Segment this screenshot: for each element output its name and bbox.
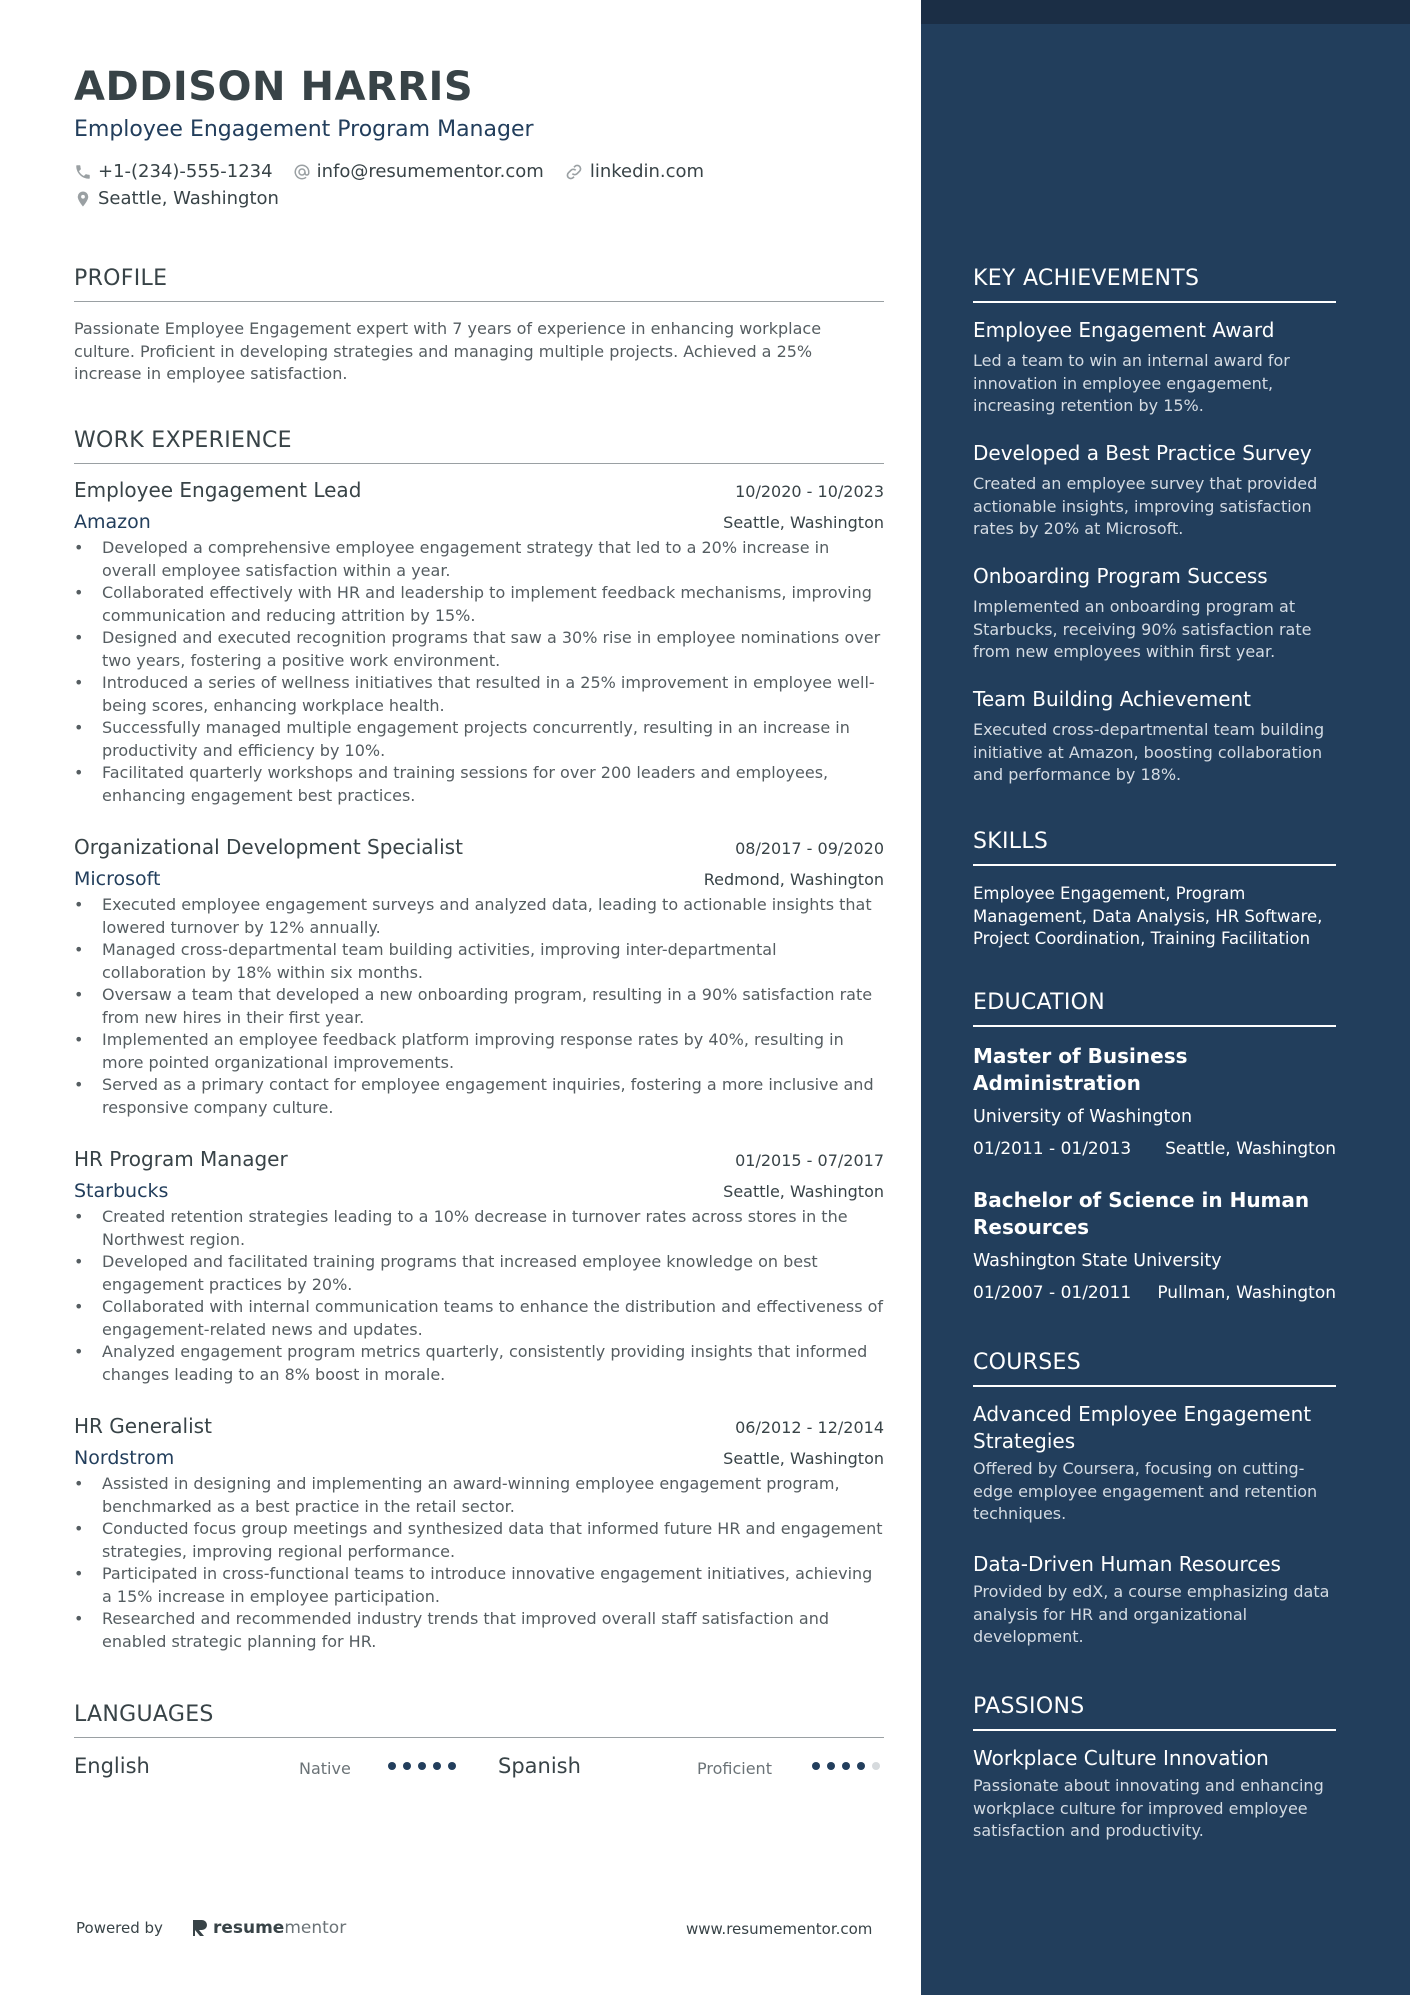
job-bullet: • Created retention strategies leading to a 10% decrease in turnover rates across stores in the Northwest region. — [102, 1206, 884, 1251]
job-title: Organizational Development Specialist — [74, 835, 463, 859]
candidate-role: Employee Engagement Program Manager — [74, 117, 534, 142]
job-entry — [74, 1414, 884, 1653]
job-bullet: • Introduced a series of wellness initiatives that resulted in a 25% improvement in employee well-being scores, enhancing workplace health. — [102, 672, 884, 717]
achievement-title: Onboarding Program Success — [973, 564, 1268, 588]
job-bullet: • Executed employee engagement surveys and analyzed data, leading to actionable insights that lowered turnover by 12% annually. — [102, 894, 884, 939]
job-bullet: • Researched and recommended industry trends that improved overall staff satisfaction and enabled strategic planning for HR. — [102, 1608, 884, 1653]
passion-item — [973, 1745, 1336, 1843]
achievement-title: Developed a Best Practice Survey — [973, 441, 1312, 465]
course-text: Provided by edX, a course emphasizing data analysis for HR and organizational development. — [973, 1582, 1330, 1646]
job-bullet: • Served as a primary contact for employee engagement inquiries, fostering a more inclusive and responsive company culture. — [102, 1074, 884, 1119]
job-title: HR Program Manager — [74, 1147, 288, 1171]
job-entry — [74, 478, 884, 807]
rating-dot-filled — [842, 1762, 850, 1770]
education-school: University of Washington — [973, 1107, 1193, 1127]
job-location: Seattle, Washington — [723, 1182, 884, 1201]
passions-heading: PASSIONS — [973, 1694, 1336, 1731]
brand-bold: resume — [212, 1918, 285, 1938]
achievement-text: Led a team to win an internal award for innovation in employee engagement, increasing retention by 15%. — [973, 351, 1290, 415]
rating-dot-filled — [403, 1762, 411, 1770]
phone-contact — [74, 161, 273, 182]
achievement-title: Employee Engagement Award — [973, 318, 1275, 342]
language-rating — [812, 1762, 887, 1770]
job-dates: 06/2012 - 12/2014 — [735, 1418, 884, 1437]
languages-row — [74, 1754, 884, 1784]
sidebar — [921, 0, 1410, 1995]
education-location: Seattle, Washington — [1165, 1139, 1336, 1159]
key-achievements-heading: KEY ACHIEVEMENTS — [973, 266, 1336, 303]
course-title: Advanced Employee Engagement Strategies — [973, 1402, 1312, 1453]
candidate-name: ADDISON HARRIS — [74, 64, 474, 110]
job-bullets — [74, 1206, 884, 1386]
resumementor-logo-icon — [191, 1918, 209, 1938]
contact-row — [74, 161, 724, 182]
achievement-item — [973, 317, 1336, 418]
brand-light: mentor — [284, 1918, 347, 1938]
education-degree: Master of Business Administration — [973, 1044, 1188, 1095]
job-bullet: • Implemented an employee feedback platform improving response rates by 40%, resulting in more pointed organizational improvements. — [102, 1029, 884, 1074]
job-bullet: • Collaborated with internal communication teams to enhance the distribution and effectiveness of engagement-related news and updates. — [102, 1296, 884, 1341]
job-entry — [74, 1147, 884, 1386]
footer-website[interactable]: www.resumementor.com — [686, 1920, 873, 1938]
course-item — [973, 1401, 1336, 1526]
location-row — [74, 188, 299, 209]
job-dates: 08/2017 - 09/2020 — [735, 839, 884, 858]
job-bullets — [74, 537, 884, 807]
linkedin-text[interactable]: linkedin.com — [589, 161, 705, 182]
rating-dot-filled — [827, 1762, 835, 1770]
language-level: Proficient — [697, 1759, 772, 1778]
location-contact — [74, 188, 279, 209]
job-location: Seattle, Washington — [723, 1449, 884, 1468]
job-location: Seattle, Washington — [723, 513, 884, 532]
job-bullet: • Developed and facilitated training programs that increased employee knowledge on best engagement practices by 20%. — [102, 1251, 884, 1296]
job-title: Employee Engagement Lead — [74, 478, 362, 502]
achievement-item — [973, 440, 1336, 541]
sidebar-top-bar — [921, 0, 1410, 24]
job-company: Starbucks — [74, 1180, 169, 1202]
job-bullet: • Conducted focus group meetings and synthesized data that informed future HR and engagement strategies, improving regional performance. — [102, 1518, 884, 1563]
achievement-item — [973, 563, 1336, 664]
job-entry — [74, 835, 884, 1119]
language-rating — [388, 1762, 463, 1770]
rating-dot-filled — [433, 1762, 441, 1770]
rating-dot-filled — [812, 1762, 820, 1770]
location-text: Seattle, Washington — [98, 188, 279, 209]
job-bullet: • Developed a comprehensive employee engagement strategy that led to a 20% increase in overall employee satisfaction within a year. — [102, 537, 884, 582]
linkedin-contact[interactable] — [564, 161, 704, 182]
education-item — [973, 1043, 1336, 1159]
education-dates: 01/2011 - 01/2013 — [973, 1139, 1132, 1159]
course-text: Offered by Coursera, focusing on cutting-edge employee engagement and retention techniques. — [973, 1459, 1318, 1523]
at-icon — [293, 163, 311, 181]
language-level: Native — [299, 1759, 351, 1778]
rating-dot-filled — [857, 1762, 865, 1770]
job-company: Nordstrom — [74, 1447, 175, 1469]
job-bullet: • Oversaw a team that developed a new onboarding program, resulting in a 90% satisfaction rate from new hires in their first year. — [102, 984, 884, 1029]
link-icon — [564, 162, 584, 182]
job-bullets — [74, 894, 884, 1119]
powered-by-text: Powered by — [76, 1919, 163, 1937]
job-dates: 10/2020 - 10/2023 — [735, 482, 884, 501]
rating-dot-filled — [388, 1762, 396, 1770]
rating-dot-empty — [872, 1762, 880, 1770]
language-name: Spanish — [498, 1754, 581, 1778]
phone-text: +1-(234)-555-1234 — [98, 161, 273, 182]
job-company: Amazon — [74, 511, 151, 533]
job-bullet: • Designed and executed recognition programs that saw a 30% rise in employee nominations over two years, fostering a positive work environment. — [102, 627, 884, 672]
resumementor-logo[interactable] — [191, 1918, 346, 1938]
job-bullet: • Facilitated quarterly workshops and training sessions for over 200 leaders and employees, enhancing engagement best practices. — [102, 762, 884, 807]
job-bullet: • Participated in cross-functional teams to introduce innovative engagement initiatives, achieving a 15% increase in employee participation. — [102, 1563, 884, 1608]
education-school: Washington State University — [973, 1251, 1222, 1271]
email-text[interactable]: info@resumementor.com — [316, 161, 544, 182]
courses-heading: COURSES — [973, 1350, 1336, 1387]
skills-text: Employee Engagement, Program Management, Data Analysis, HR Software, Project Coordination, Training Facilitation — [973, 884, 1323, 948]
job-bullets — [74, 1473, 884, 1653]
job-title: HR Generalist — [74, 1414, 212, 1438]
location-pin-icon — [74, 189, 92, 209]
education-heading: EDUCATION — [973, 990, 1336, 1027]
job-bullet: • Collaborated effectively with HR and leadership to implement feedback mechanisms, improving communication and reducing attrition by 15%. — [102, 582, 884, 627]
language-name: English — [74, 1754, 150, 1778]
job-location: Redmond, Washington — [703, 870, 884, 889]
rating-dot-filled — [418, 1762, 426, 1770]
languages-heading: LANGUAGES — [74, 1702, 884, 1738]
footer-powered — [76, 1918, 346, 1938]
education-dates: 01/2007 - 01/2011 — [973, 1283, 1132, 1303]
achievement-text: Implemented an onboarding program at Starbucks, receiving 90% satisfaction rate from new employees within first year. — [973, 597, 1312, 661]
skills-heading: SKILLS — [973, 829, 1336, 866]
email-contact[interactable] — [293, 161, 544, 182]
work-experience-heading: WORK EXPERIENCE — [74, 428, 884, 464]
job-bullet: • Assisted in designing and implementing an award-winning employee engagement program, benchmarked as a best practice in the retail sector. — [102, 1473, 884, 1518]
achievement-text: Executed cross-departmental team building initiative at Amazon, boosting collaboration and performance by 18%. — [973, 720, 1325, 784]
education-item — [973, 1187, 1336, 1303]
achievement-item — [973, 686, 1336, 787]
education-degree: Bachelor of Science in Human Resources — [973, 1188, 1310, 1239]
achievement-title: Team Building Achievement — [973, 687, 1252, 711]
profile-heading: PROFILE — [74, 266, 884, 302]
course-item — [973, 1551, 1336, 1649]
achievement-text: Created an employee survey that provided actionable insights, improving satisfaction rates by 20% at Microsoft. — [973, 474, 1318, 538]
phone-icon — [74, 163, 92, 181]
rating-dot-filled — [448, 1762, 456, 1770]
profile-text: Passionate Employee Engagement expert with 7 years of experience in enhancing workplace culture. Proficient in developing strategies and managing multiple projects. Achieved a 25% increase in employee satisfaction. — [74, 319, 822, 383]
education-location: Pullman, Washington — [1157, 1283, 1336, 1303]
job-bullet: • Successfully managed multiple engagement projects concurrently, resulting in an increase in productivity and efficiency by 10%. — [102, 717, 884, 762]
job-bullet: • Analyzed engagement program metrics quarterly, consistently providing insights that informed changes leading to an 8% boost in morale. — [102, 1341, 884, 1386]
job-bullet: • Managed cross-departmental team building activities, improving inter-departmental collaboration by 18% within six months. — [102, 939, 884, 984]
passion-title: Workplace Culture Innovation — [973, 1746, 1269, 1770]
job-company: Microsoft — [74, 868, 161, 890]
passion-text: Passionate about innovating and enhancing workplace culture for improved employee satisfaction and productivity. — [973, 1776, 1324, 1840]
job-dates: 01/2015 - 07/2017 — [735, 1151, 884, 1170]
course-title: Data-Driven Human Resources — [973, 1552, 1281, 1576]
